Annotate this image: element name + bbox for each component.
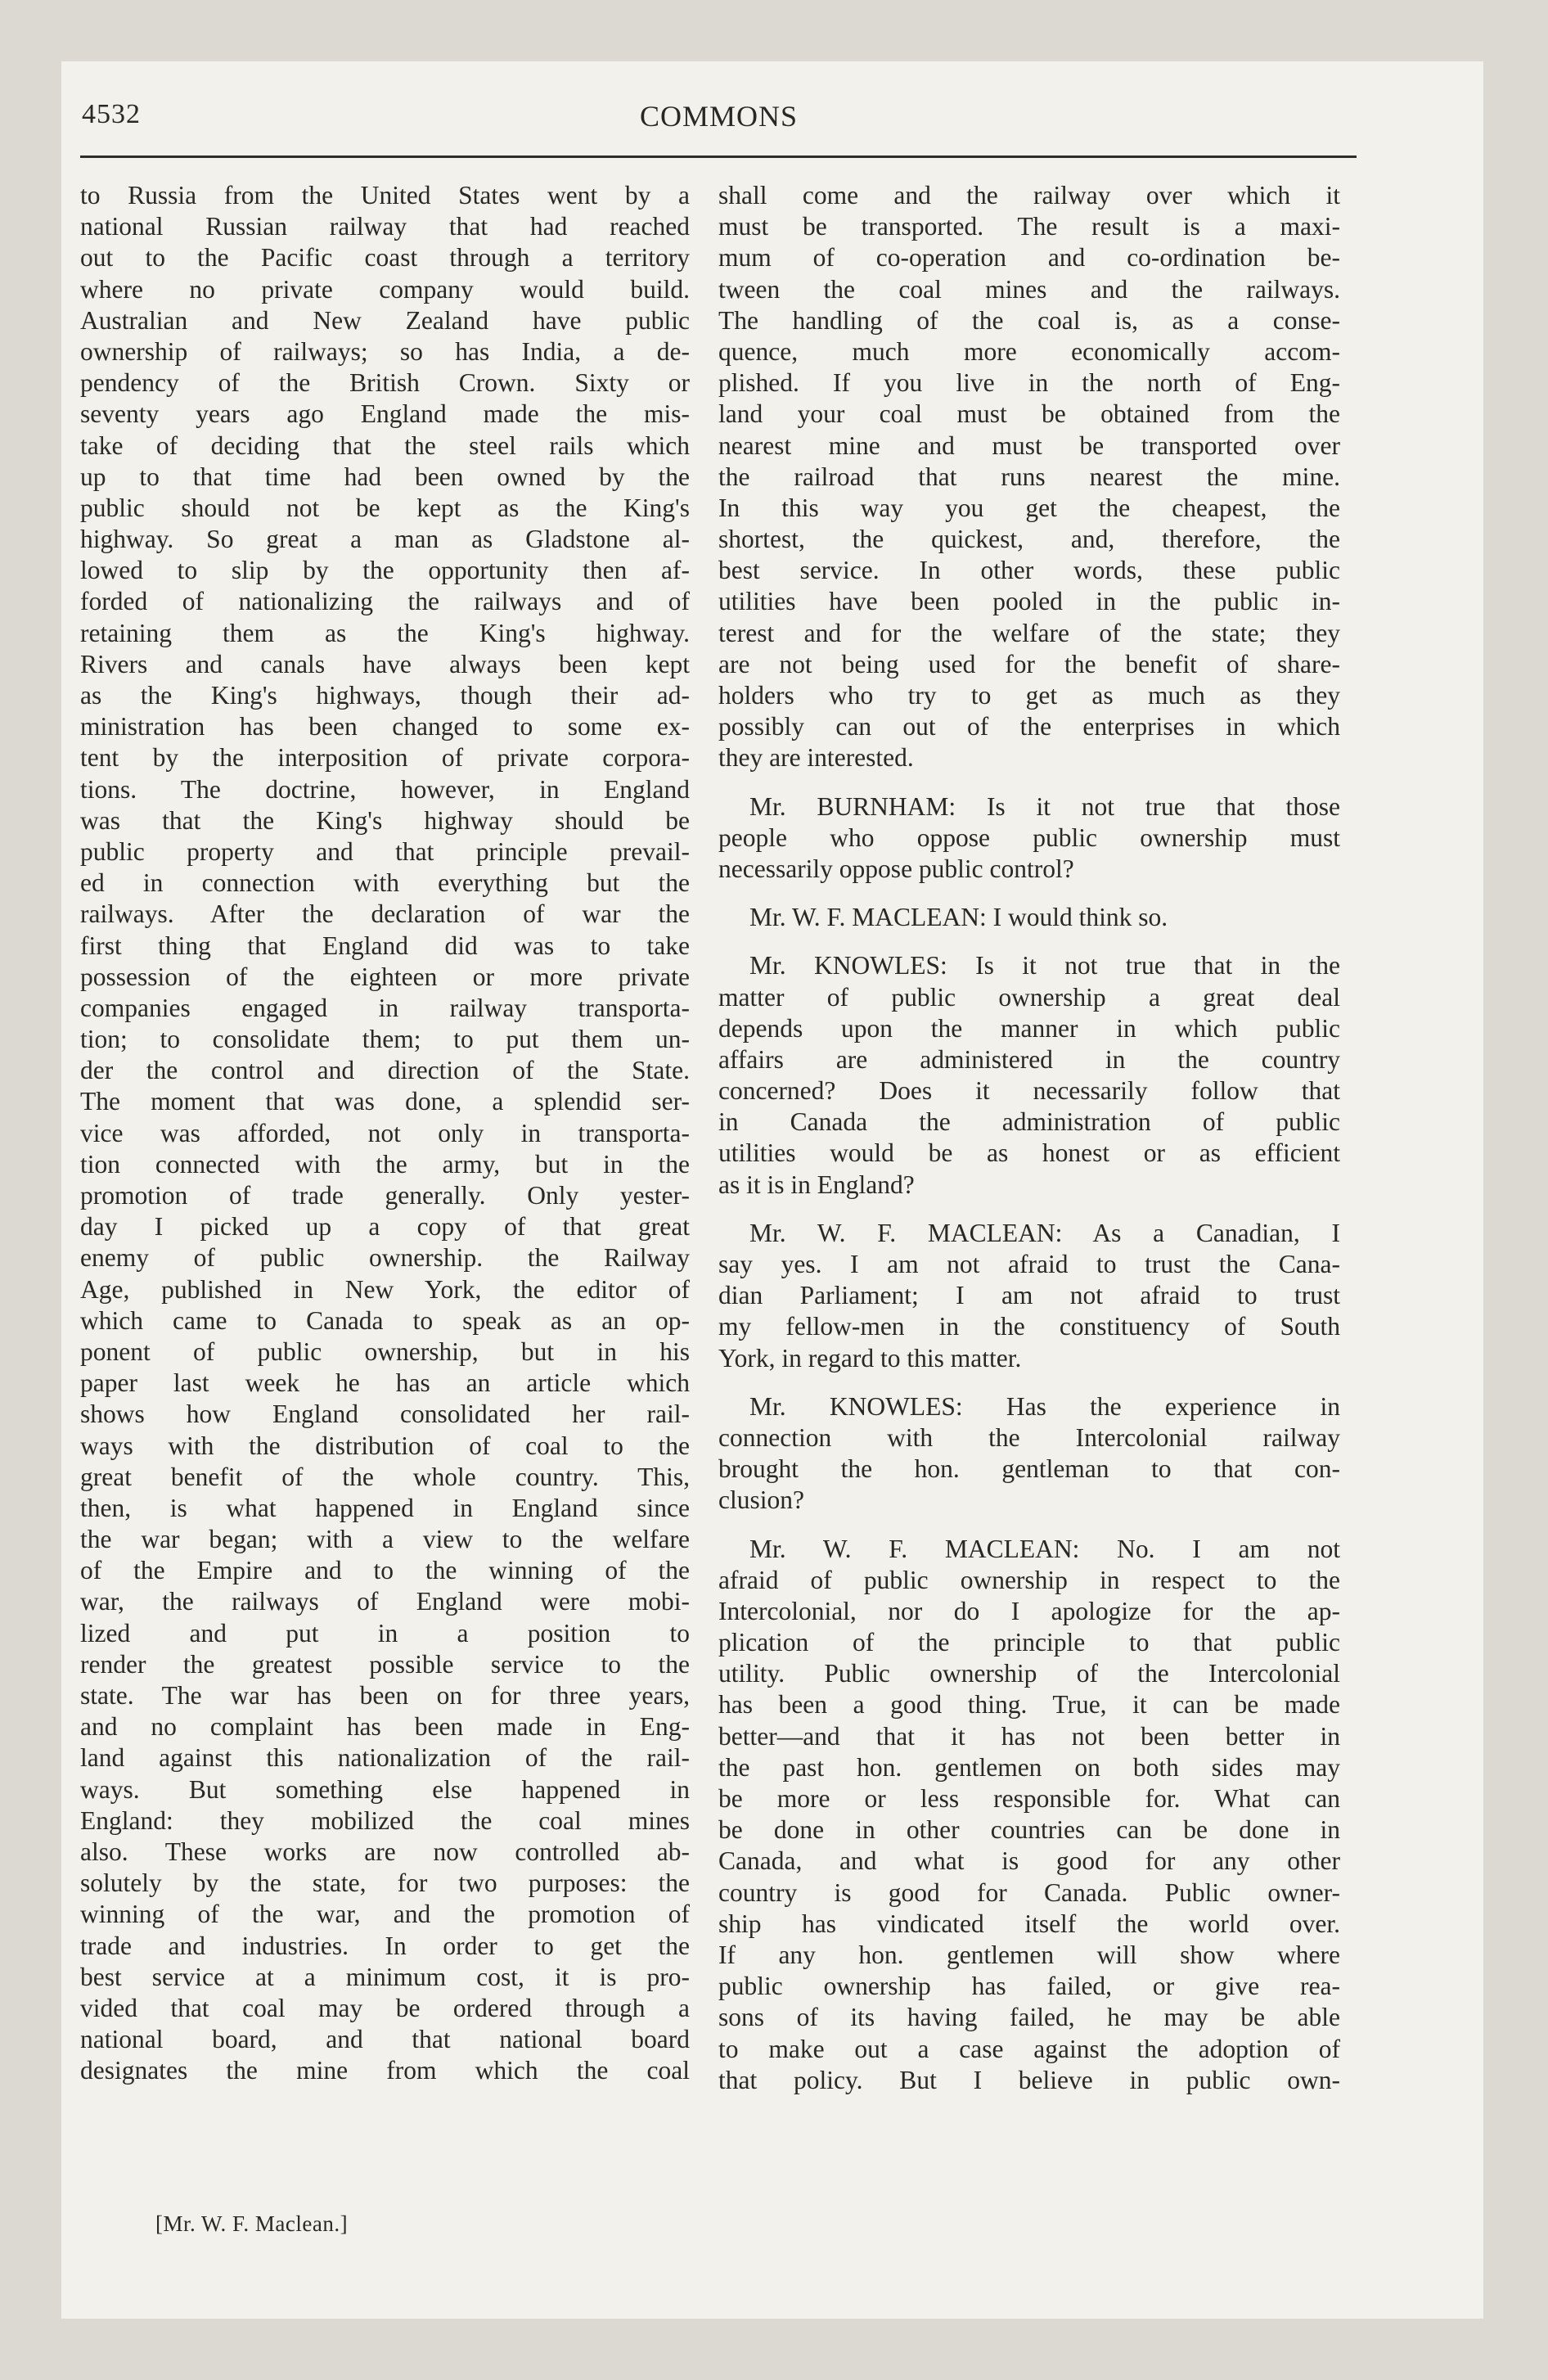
text-line: has been a good thing. True, it can be made	[718, 1690, 1340, 1720]
text-line: York, in regard to this matter.	[718, 1343, 1022, 1373]
text-line: national board, and that national board	[80, 2025, 690, 2054]
text-line: Canada, and what is good for any other	[718, 1846, 1340, 1876]
text-line: concerned? Does it necessarily follow that	[718, 1076, 1340, 1106]
paragraph	[718, 950, 1340, 1201]
text-line: terest and for the welfare of the state; they	[718, 618, 1340, 647]
right-column	[718, 180, 1340, 2177]
text-line: tion connected with the army, but in the	[80, 1149, 690, 1179]
text-line: was that the King's highway should be	[80, 805, 690, 835]
paragraph	[718, 1391, 1340, 1517]
text-line: pendency of the British Crown. Sixty or	[80, 368, 690, 398]
text-line: The moment that was done, a splendid ser-	[80, 1087, 690, 1116]
paragraph	[718, 902, 1340, 933]
text-line: out to the Pacific coast through a territory	[80, 243, 690, 273]
text-line: public property and that principle prevail-	[80, 836, 690, 866]
text-line: tween the coal mines and the railways.	[718, 274, 1340, 304]
text-line: brought the hon. gentleman to that con-	[718, 1454, 1340, 1484]
text-line: best service at a minimum cost, it is pro-	[80, 1962, 690, 1991]
paragraph-gap	[718, 933, 1340, 950]
text-line: war, the railways of England were mobi-	[80, 1587, 690, 1616]
text-line: lowed to slip by the opportunity then af-	[80, 556, 690, 585]
text-line: also. These works are now controlled ab-	[80, 1837, 690, 1866]
text-line: If any hon. gentlemen will show where	[718, 1940, 1340, 1969]
paragraph	[718, 1534, 1340, 2096]
text-line: paper last week he has an article which	[80, 1368, 690, 1398]
text-line: utilities have been pooled in the public in-	[718, 587, 1340, 616]
text-line: must be transported. The result is a maxi-	[718, 212, 1340, 241]
paragraph	[718, 180, 1340, 774]
text-line: day I picked up a copy of that great	[80, 1212, 690, 1242]
text-line: enemy of public ownership. the Railway	[80, 1243, 690, 1273]
text-line: sons of its having failed, he may be able	[718, 2003, 1340, 2032]
paragraph-gap	[718, 1517, 1340, 1534]
text-line: are not being used for the benefit of share-	[718, 649, 1340, 678]
text-line: Intercolonial, nor do I apologize for the ap-	[718, 1596, 1340, 1625]
text-line: shows how England consolidated her rail-	[80, 1400, 690, 1429]
text-line: Mr. BURNHAM: Is it not true that those	[749, 791, 1340, 821]
text-line: public ownership has failed, or give rea-	[718, 1972, 1340, 2001]
paragraph	[718, 791, 1340, 886]
text-line: clusion?	[718, 1485, 804, 1515]
text-line: in Canada the administration of public	[718, 1107, 1340, 1137]
text-line: connection with the Intercolonial railway	[718, 1422, 1340, 1452]
text-line: companies engaged in railway transporta-	[80, 993, 690, 1022]
paragraph-gap	[718, 1201, 1340, 1218]
text-line: England: they mobilized the coal mines	[80, 1805, 690, 1835]
text-line: railways. After the declaration of war the	[80, 899, 690, 929]
text-line: der the control and direction of the State.	[80, 1056, 690, 1085]
text-line: tions. The doctrine, however, in England	[80, 774, 690, 804]
text-line: where no private company would build.	[80, 274, 690, 304]
paragraph-gap	[718, 885, 1340, 902]
page-header	[82, 94, 1356, 143]
text-line: state. The war has been on for three years,	[80, 1681, 690, 1710]
text-line: be more or less responsible for. What can	[718, 1784, 1340, 1813]
text-line: best service. In other words, these public	[718, 556, 1340, 585]
running-head: COMMONS	[639, 100, 799, 133]
text-line: as it is in England?	[718, 1170, 915, 1199]
text-line: the railroad that runs nearest the mine.	[718, 462, 1340, 491]
text-line: vice was afforded, not only in transporta-	[80, 1118, 690, 1147]
header-rule	[80, 156, 1357, 158]
text-line: vided that coal may be ordered through a	[80, 1993, 690, 2022]
text-line: ed in connection with everything but the	[80, 868, 690, 898]
text-line: ownership of railways; so has India, a de-	[80, 336, 690, 366]
text-line: first thing that England did was to take	[80, 931, 690, 960]
text-line: then, is what happened in England since	[80, 1493, 690, 1522]
page-number: 4532	[82, 99, 141, 129]
text-line: to Russia from the United States went by a	[80, 181, 690, 210]
text-line: The handling of the coal is, as a conse-	[718, 305, 1340, 335]
paragraph-gap	[718, 1374, 1340, 1391]
text-line: Mr. KNOWLES: Is it not true that in the	[749, 951, 1340, 980]
text-line: Mr. KNOWLES: Has the experience in	[749, 1391, 1340, 1421]
text-line: be done in other countries can be done in	[718, 1815, 1340, 1845]
text-line: Australian and New Zealand have public	[80, 305, 690, 335]
text-line: ways with the distribution of coal to the	[80, 1431, 690, 1460]
text-line: matter of public ownership a great deal	[718, 982, 1340, 1012]
text-line: possession of the eighteen or more private	[80, 962, 690, 991]
text-line: utility. Public ownership of the Intercolonial	[718, 1659, 1340, 1688]
text-line: mum of co-operation and co-ordination be-	[718, 243, 1340, 273]
text-line: Mr. W. F. MACLEAN: I would think so.	[749, 903, 1168, 932]
text-line: of the Empire and to the winning of the	[80, 1556, 690, 1585]
text-line: highway. So great a man as Gladstone al-	[80, 525, 690, 554]
text-line: country is good for Canada. Public owner-	[718, 1877, 1340, 1907]
text-line: lized and put in a position to	[80, 1618, 690, 1648]
text-line: my fellow-men in the constituency of South	[718, 1312, 1340, 1341]
text-line: promotion of trade generally. Only yester-	[80, 1181, 690, 1210]
text-line: Age, published in New York, the editor of	[80, 1274, 690, 1304]
text-line: tion; to consolidate them; to put them un-	[80, 1025, 690, 1054]
text-line: great benefit of the whole country. This,	[80, 1462, 690, 1491]
text-line: as the King's highways, though their ad-	[80, 681, 690, 710]
text-line: render the greatest possible service to the	[80, 1649, 690, 1679]
text-line: the war began; with a view to the welfare	[80, 1525, 690, 1554]
text-line: plication of the principle to that public	[718, 1628, 1340, 1657]
text-line: afraid of public ownership in respect to the	[718, 1565, 1340, 1594]
text-line: dian Parliament; I am not afraid to trust	[718, 1281, 1340, 1310]
text-line: up to that time had been owned by the	[80, 462, 690, 491]
text-line: necessarily oppose public control?	[718, 854, 1074, 883]
text-line: public should not be kept as the King's	[80, 493, 690, 522]
text-line: tent by the interposition of private corpora-	[80, 743, 690, 773]
text-line: solutely by the state, for two purposes: the	[80, 1868, 690, 1898]
text-line: land against this nationalization of the rail-	[80, 1743, 690, 1773]
text-line: people who oppose public ownership must	[718, 823, 1340, 852]
text-line: retaining them as the King's highway.	[80, 618, 690, 647]
text-line: holders who try to get as much as they	[718, 681, 1340, 710]
text-line: Rivers and canals have always been kept	[80, 649, 690, 678]
text-line: land your coal must be obtained from the	[718, 399, 1340, 429]
speaker-attribution: [Mr. W. F. Maclean.]	[155, 2211, 349, 2236]
text-line: ship has vindicated itself the world over.	[718, 1909, 1340, 1938]
text-line: the past hon. gentlemen on both sides may	[718, 1752, 1340, 1782]
text-line: shortest, the quickest, and, therefore, the	[718, 525, 1340, 554]
text-line: ministration has been changed to some ex-	[80, 712, 690, 741]
text-line: In this way you get the cheapest, the	[718, 493, 1340, 522]
text-line: depends upon the manner in which public	[718, 1013, 1340, 1043]
text-line: say yes. I am not afraid to trust the Cana-	[718, 1250, 1340, 1278]
left-column	[80, 180, 690, 2177]
text-line: they are interested.	[718, 743, 914, 773]
text-line: national Russian railway that had reached	[80, 212, 690, 241]
text-line: designates the mine from which the coal	[80, 2056, 690, 2085]
text-line: better—and that it has not been better in	[718, 1721, 1340, 1751]
text-line: that policy. But I believe in public own-	[718, 2065, 1340, 2094]
text-line: which came to Canada to speak as an op-	[80, 1305, 690, 1335]
text-line: ways. But something else happened in	[80, 1774, 690, 1804]
text-line: shall come and the railway over which it	[718, 181, 1340, 210]
text-line: plished. If you live in the north of Eng-	[718, 368, 1340, 398]
text-line: to make out a case against the adoption of	[718, 2034, 1340, 2063]
text-line: forded of nationalizing the railways and of	[80, 587, 690, 616]
text-line: affairs are administered in the country	[718, 1044, 1340, 1074]
text-line: take of deciding that the steel rails which	[80, 430, 690, 460]
text-line: winning of the war, and the promotion of	[80, 1900, 690, 1929]
text-line: Mr. W. F. MACLEAN: No. I am not	[749, 1534, 1340, 1563]
paragraph	[718, 1218, 1340, 1374]
text-line: seventy years ago England made the mis-	[80, 399, 690, 429]
text-line: quence, much more economically accom-	[718, 336, 1340, 366]
text-line: ponent of public ownership, but in his	[80, 1336, 690, 1366]
paragraph-gap	[718, 774, 1340, 791]
text-line: Mr. W. F. MACLEAN: As a Canadian, I	[749, 1218, 1340, 1247]
text-line: utilities would be as honest or as efficient	[718, 1138, 1340, 1168]
text-line: nearest mine and must be transported over	[718, 430, 1340, 460]
text-line: possibly can out of the enterprises in which	[718, 712, 1340, 741]
text-line: and no complaint has been made in Eng-	[80, 1712, 690, 1742]
paragraph	[80, 180, 690, 2086]
text-line: trade and industries. In order to get the	[80, 1931, 690, 1960]
